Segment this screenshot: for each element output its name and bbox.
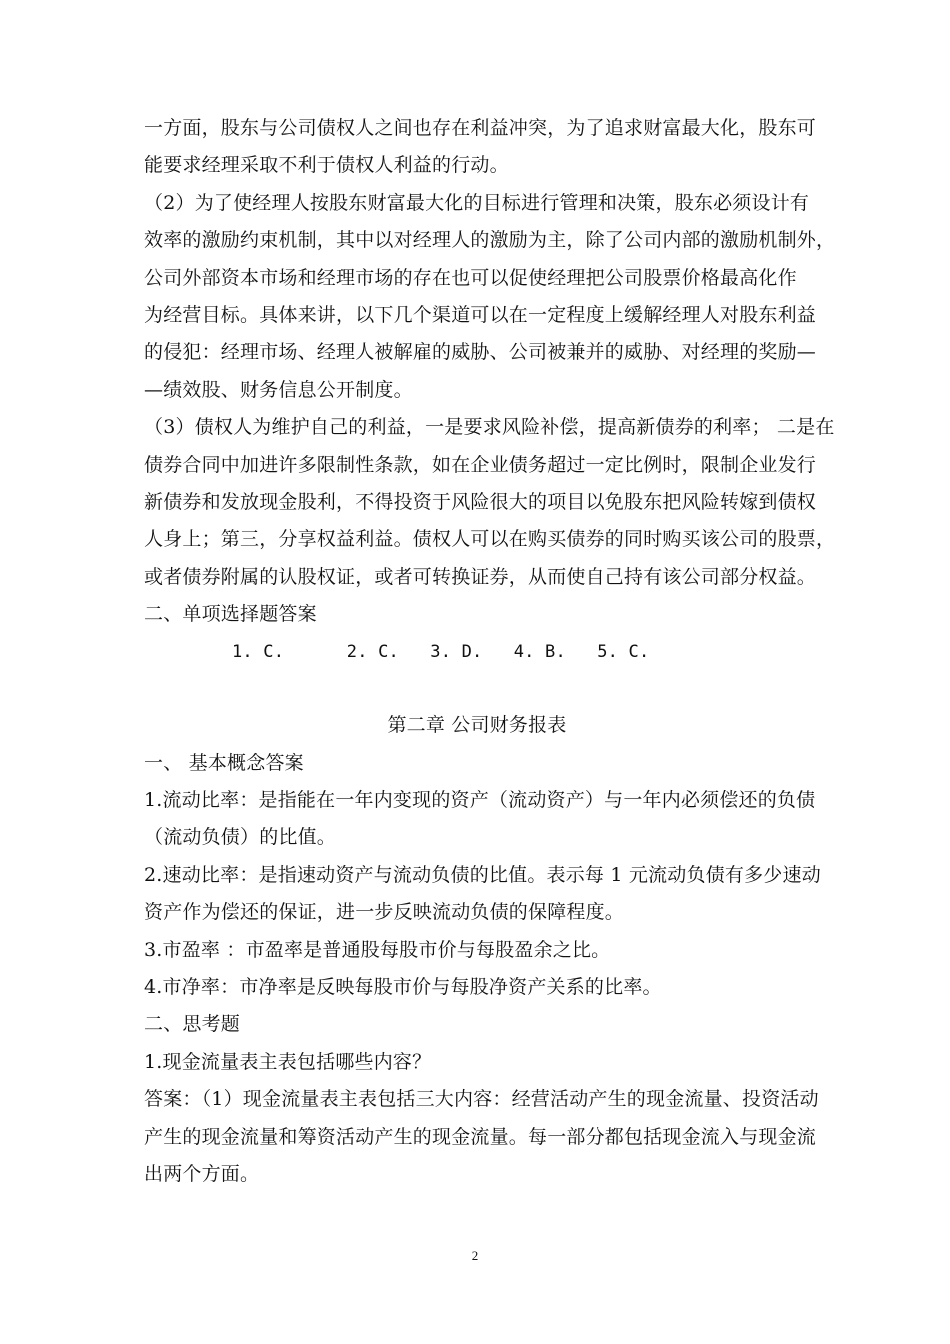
paragraph-line: 能要求经理采取不利于债权人利益的行动。 xyxy=(144,154,509,177)
answer-list: 1. C. 2. C. 3. D. 4. B. 5. C. xyxy=(232,641,650,662)
paragraph-line: 为经营目标。具体来讲，以下几个渠道可以在一定程度上缓解经理人对股东利益 xyxy=(144,304,817,327)
paragraph-line: 的侵犯：经理市场、经理人被解雇的威胁、公司被兼并的威胁、对经理的奖励— xyxy=(144,341,817,364)
paragraph-line: 2.速动比率：是指速动资产与流动负债的比值。表示每 1 元流动负债有多少速动 xyxy=(144,863,821,886)
paragraph-line: 1.流动比率：是指能在一年内变现的资产（流动资产）与一年内必须偿还的负债 xyxy=(144,788,816,811)
paragraph-line: 公司外部资本市场和经理市场的存在也可以促使经理把公司股票价格最高化作 xyxy=(144,266,797,289)
paragraph-line: 或者债券附属的认股权证，或者可转换证券，从而使自己持有该公司部分权益。 xyxy=(144,565,817,588)
paragraph-line: 产生的现金流量和筹资活动产生的现金流量。每一部分都包括现金流入与现金流 xyxy=(144,1125,817,1148)
paragraph-line: 出两个方面。 xyxy=(144,1162,260,1185)
paragraph-line: —绩效股、财务信息公开制度。 xyxy=(144,378,413,401)
paragraph-line: （流动负债）的比值。 xyxy=(144,826,337,849)
paragraph-line: （2）为了使经理人按股东财富最大化的目标进行管理和决策，股东必须设计有 xyxy=(144,191,810,214)
paragraph-line: 答案：（1）现金流量表主表包括三大内容：经营活动产生的现金流量、投资活动 xyxy=(144,1088,819,1111)
paragraph-line: 3.市盈率 ：市盈率是普通股每股市价与每股盈余之比。 xyxy=(144,938,611,961)
paragraph-line: 资产作为偿还的保证，进一步反映流动负债的保障程度。 xyxy=(144,901,625,924)
section-heading: 一、 基本概念答案 xyxy=(144,751,304,774)
paragraph-line: 新债券和发放现金股利，不得投资于风险很大的项目以免股东把风险转嫁到债权 xyxy=(144,491,817,514)
chapter-title: 第二章 公司财务报表 xyxy=(387,714,567,737)
paragraph-line: 一方面，股东与公司债权人之间也存在利益冲突，为了追求财富最大化，股东可 xyxy=(144,117,817,139)
paragraph-line: （3）债权人为维护自己的利益，一是要求风险补偿，提高新债券的利率； 二是在 xyxy=(144,416,835,439)
spacer xyxy=(144,671,810,707)
section-heading: 二、思考题 xyxy=(144,1013,241,1036)
paragraph-line: 1.现金流量表主表包括哪些内容？ xyxy=(144,1050,432,1073)
page-number: 2 xyxy=(471,1248,479,1263)
paragraph-line: 人身上；第三，分享权益利益。债权人可以在购买债券的同时购买该公司的股票， xyxy=(144,528,836,551)
section-heading: 二、单项选择题答案 xyxy=(144,603,317,626)
paragraph-line: 4.市净率：市净率是反映每股市价与每股净资产关系的比率。 xyxy=(144,975,662,998)
page-content xyxy=(144,110,836,1193)
paragraph-line: 债券合同中加进许多限制性条款，如在企业债务超过一定比例时，限制企业发行 xyxy=(144,453,817,476)
paragraph-line: 效率的激励约束机制，其中以对经理人的激励为主，除了公司内部的激励机制外， xyxy=(144,229,836,252)
